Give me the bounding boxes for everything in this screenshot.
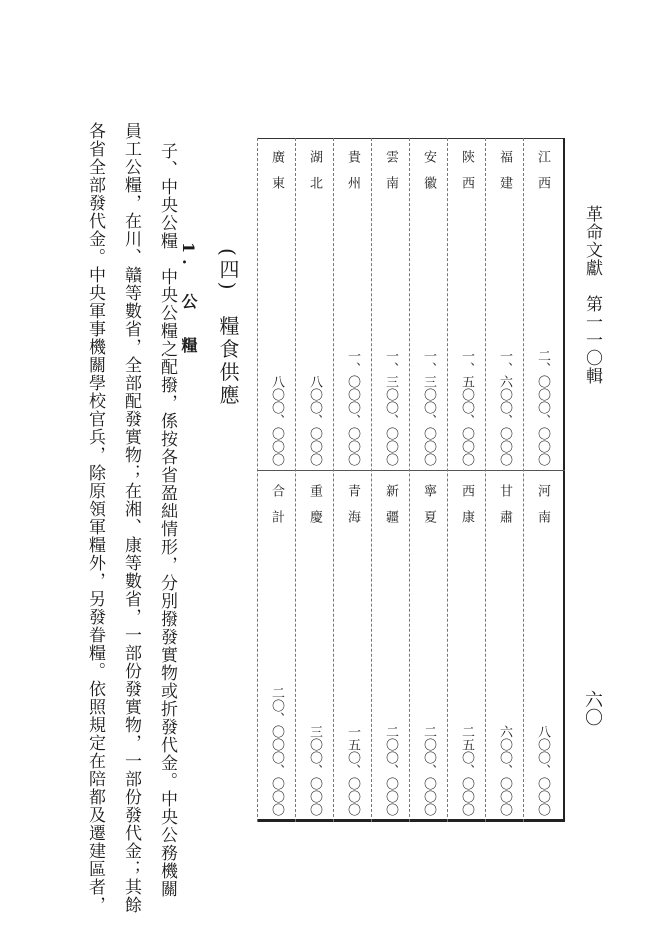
allocation-value: 八〇〇、〇〇〇 — [535, 725, 550, 816]
province-name: 重 慶 — [307, 484, 322, 523]
province-name: 福 建 — [497, 150, 512, 189]
province-name: 貴 州 — [345, 150, 360, 189]
allocation-value: 一、〇〇〇、〇〇〇 — [345, 349, 360, 466]
page-number: 六〇 — [582, 690, 603, 726]
province-name: 廣 東 — [269, 150, 284, 189]
table-column — [485, 138, 524, 822]
province-name: 安 徽 — [421, 150, 436, 189]
allocation-value: 二〇〇、〇〇〇 — [383, 725, 398, 816]
allocation-value: 二〇〇、〇〇〇 — [421, 725, 436, 816]
sub-heading: 1. 公 糧 — [179, 242, 198, 359]
province-name: 湖 北 — [307, 150, 322, 189]
province-name: 陝 西 — [459, 150, 474, 189]
body-line-1: 子、中央公糧 中央公糧之配撥，係按各省盈絀情形，分別撥發實物或折發代金。中央公務機關 — [157, 142, 177, 898]
grain-allocation-table — [258, 138, 565, 822]
allocation-value: 二、〇〇〇、〇〇〇 — [535, 349, 550, 466]
province-name: 雲 南 — [383, 150, 398, 189]
body-line-3: 各省全部發代金。中央軍事機關學校官兵，除原領軍糧外，另發眷糧。依照規定在陪都及遷建區者， — [85, 122, 105, 914]
section-heading: (四) 糧食供應 — [216, 248, 240, 408]
allocation-value: 二〇、〇〇〇、〇〇〇 — [269, 686, 284, 816]
province-name: 寧 夏 — [421, 484, 436, 523]
province-name: 新 疆 — [383, 484, 398, 523]
table-column — [257, 138, 296, 822]
allocation-value: 一、六〇〇、〇〇〇 — [497, 349, 512, 466]
province-name: 甘 肅 — [497, 484, 512, 523]
allocation-value: 一、五〇〇、〇〇〇 — [459, 349, 474, 466]
allocation-value: 一、三〇〇、〇〇〇 — [421, 349, 436, 466]
running-header-title: 革命文獻 第一一〇輯 — [582, 205, 602, 385]
allocation-value: 六〇〇、〇〇〇 — [497, 725, 512, 816]
province-name: 江 西 — [535, 150, 550, 189]
allocation-value: 八〇〇、〇〇〇 — [269, 375, 284, 466]
table-column — [371, 138, 410, 822]
allocation-value: 三〇〇、〇〇〇 — [307, 725, 322, 816]
province-name: 西 康 — [459, 484, 474, 523]
table-column — [523, 138, 562, 822]
allocation-value: 一五〇、〇〇〇 — [345, 725, 360, 816]
table-column — [333, 138, 372, 822]
table-column — [409, 138, 448, 822]
body-line-2: 員工公糧，在川、贛等數省，全部配發實物；在湘、康等數省，一部份發實物，一部份發代金；其餘 — [121, 122, 141, 914]
allocation-value: 八〇〇、〇〇〇 — [307, 375, 322, 466]
province-name: 河 南 — [535, 484, 550, 523]
allocation-value: 一、三〇〇、〇〇〇 — [383, 349, 398, 466]
province-name: 合 計 — [269, 484, 284, 523]
allocation-value: 二五〇、〇〇〇 — [459, 725, 474, 816]
table-column — [295, 138, 334, 822]
table-column — [447, 138, 486, 822]
table-right-rule — [563, 138, 565, 822]
province-name: 青 海 — [345, 484, 360, 523]
